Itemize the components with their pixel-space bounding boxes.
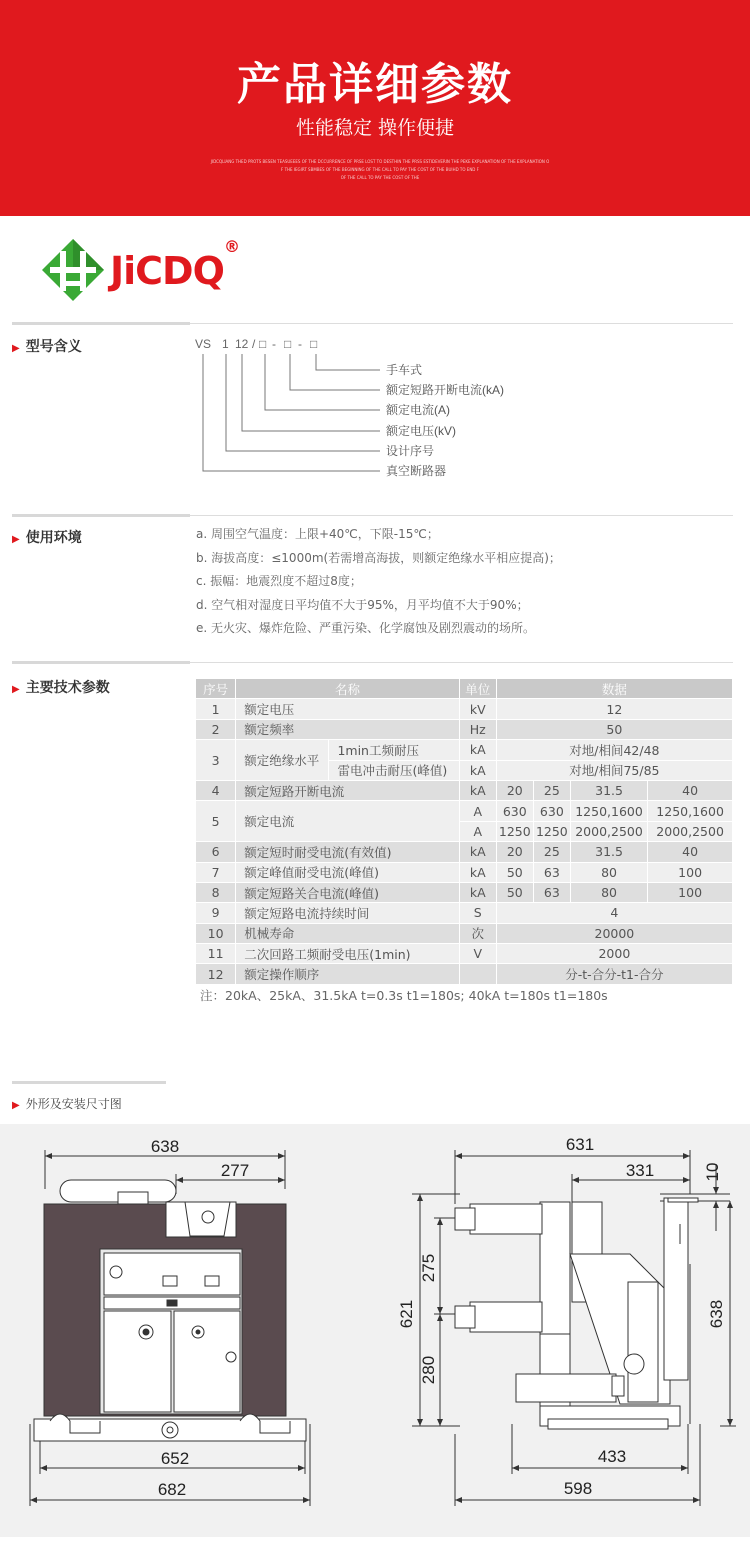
table-row: A 1250 1250 2000,2500 2000,2500 [196,821,733,841]
arrow-right-icon: ▶ [12,1100,20,1111]
banner-title: 产品详细参数 [237,59,513,110]
brand-logo [38,237,248,307]
model-meaning-4: 额定电压(kV) [386,424,456,438]
table-row: 11 二次回路工频耐受电压(1min) V 2000 [196,944,733,964]
arrow-right-icon: ▶ [12,534,20,545]
dim-side-right-height: 638 [707,1299,726,1329]
model-code-box-2: □ [284,337,292,351]
table-note: 注：20kA、25kA、31.5kA t=0.3s t1=180s; 40kA t=180s t1=180s [196,984,733,1004]
banner-fine-print-2: F THE IEGIRT SBMBES OF THE BEGINNING OF THE CALL TO PAY THE COST OF THE BUIHD TO END F [281,167,479,172]
arrow-right-icon: ▶ [12,343,20,354]
table-row: 7 额定峰值耐受电流(峰值) kA 50 63 80 100 [196,862,733,882]
dim-side-depth: 631 [565,1135,595,1154]
model-heading: ▶ 型号含义 [12,339,82,355]
model-code-vs: VS [195,337,212,351]
environment-item: d. 空气相对湿度日平均值不大于95%，月平均值不大于90%； [196,597,529,612]
dim-side-height: 621 [397,1299,416,1329]
model-meaning-5: 设计序号 [386,444,435,458]
dim-side-pitch: 275 [419,1253,438,1283]
table-row: 12 额定操作顺序 分-t-合分-t1-合分 [196,964,733,984]
svg-text:-: - [298,337,302,351]
table-row: 2 额定频率 Hz 50 [196,719,733,739]
environment-item: c. 振幅：地震烈度不超过8度； [196,574,362,589]
logo-text: JiCDQ [110,249,224,293]
table-row: 5 额定电流 A 630 630 1250,1600 1250,1600 [196,801,733,821]
specs-heading: ▶ 主要技术参数 [12,680,110,696]
divider-drawing [12,1082,166,1083]
dim-side-upper: 331 [625,1161,655,1180]
model-meaning-3: 额定电流(A) [386,403,450,417]
dimension-drawing [0,1124,750,1537]
svg-text:/: / [252,337,256,351]
dim-front-handle: 277 [220,1161,250,1180]
divider-specs [12,662,733,663]
svg-text:-: - [272,337,276,351]
environment-heading: ▶ 使用环境 [12,530,82,546]
divider-environment [12,515,733,516]
model-meaning-6: 真空断路器 [386,464,447,478]
table-row: 3 额定绝缘水平 1min工频耐压 kA 对地/相间42/48 [196,740,733,760]
dim-front-rail-inner: 652 [160,1449,190,1468]
drawing-svg [0,1124,750,1537]
table-row: 9 额定短路电流持续时间 S 4 [196,903,733,923]
table-row: 8 额定短路关合电流(峰值) kA 50 63 80 100 [196,882,733,902]
dim-side-top-gap: 10 [703,1162,722,1182]
model-code-series: 1 [222,337,229,351]
banner-fine-print-3: OF THE CALL TO PAY THE COST OF THE [340,175,420,180]
banner-fine-print-1: JIDCQLIANG THED PROTS BESEN TEASUEEES OF THE DCCURRENCE OF PRSE LOST TO DESTHIN THE PRSS ESTIDEVERIN THE PEKE EXPLANATION OF THE EXPLANATION O [210,159,550,164]
environment-list [196,523,561,641]
dim-front-rail-outer: 682 [157,1480,187,1499]
environment-item: a. 周围空气温度：上限+40℃，下限-15℃； [196,527,439,541]
table-row: 雷电冲击耐压(峰值) kA 对地/相间75/85 [196,760,733,780]
environment-item: b. 海拔高度：≤1000m(若需增高海拔，则额定绝缘水平相应提高)； [196,550,561,565]
model-code-diagram [190,334,530,484]
banner-subtitle: 性能稳定 操作便捷 [295,117,455,139]
table-note-row [196,984,733,1004]
table-row: 4 额定短路开断电流 kA 20 25 31.5 40 [196,780,733,800]
model-meaning-1: 手车式 [386,363,423,377]
model-code-voltage: 12 [235,337,249,351]
header-banner [0,0,750,216]
specs-table [195,678,733,1005]
model-meaning-2: 额定短路开断电流(kA) [386,383,504,397]
table-row: 1 额定电压 kV 12 [196,699,733,719]
divider-model [12,323,733,324]
table-row: 6 额定短时耐受电流(有效值) kA 20 25 31.5 40 [196,842,733,862]
drawing-heading: ▶ 外形及安装尺寸图 [12,1097,122,1111]
dim-front-width: 638 [150,1137,180,1156]
model-code-box-3: □ [310,337,318,351]
dim-side-base-inner: 433 [597,1447,627,1466]
logo-registered-mark: ® [224,237,240,256]
environment-item: e. 无火灾、爆炸危险、严重污染、化学腐蚀及剧烈震动的场所。 [196,621,536,636]
table-header-row: 序号 名称 单位 数据 [196,679,733,699]
arrow-right-icon: ▶ [12,684,20,695]
model-code-box-1: □ [259,337,267,351]
dim-side-base-outer: 598 [563,1479,593,1498]
table-row: 10 机械寿命 次 20000 [196,923,733,943]
dim-side-lower: 280 [419,1355,438,1385]
